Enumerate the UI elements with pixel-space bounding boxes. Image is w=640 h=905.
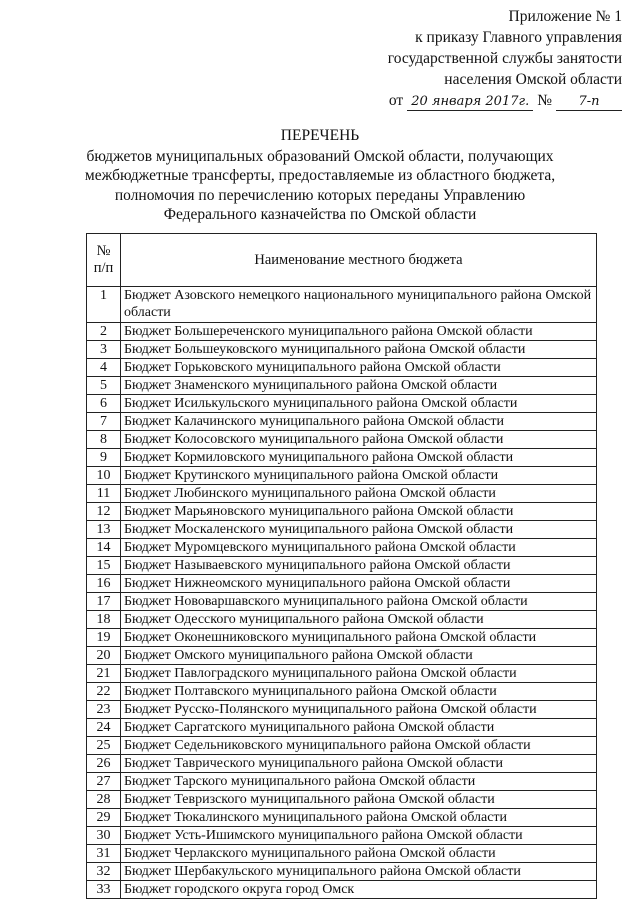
table-row — [87, 701, 597, 719]
table-row — [87, 449, 597, 467]
budget-name: Бюджет Колосовского муниципального района Омской области — [121, 431, 597, 449]
table-row — [87, 467, 597, 485]
from-label: от — [388, 92, 404, 109]
table-row — [87, 611, 597, 629]
budget-name: Бюджет Полтавского муниципального района Омской области — [121, 683, 597, 701]
row-number: 5 — [87, 377, 121, 395]
row-number: 18 — [87, 611, 121, 629]
row-number: 12 — [87, 503, 121, 521]
row-number: 22 — [87, 683, 121, 701]
heading-line-4: Федерального казначейства по Омской области — [163, 206, 477, 223]
row-number: 32 — [87, 863, 121, 881]
budget-name: Бюджет Азовского немецкого национального муниципального района Омской области — [121, 287, 597, 323]
row-number: 29 — [87, 809, 121, 827]
table-row — [87, 827, 597, 845]
table-row — [87, 647, 597, 665]
appendix-title: Приложение № 1 — [508, 8, 622, 25]
row-number: 24 — [87, 719, 121, 737]
budget-name: Бюджет городского округа город Омск — [121, 881, 597, 899]
table-row — [87, 557, 597, 575]
table-row — [87, 665, 597, 683]
table-row — [87, 341, 597, 359]
row-number: 28 — [87, 791, 121, 809]
row-number: 4 — [87, 359, 121, 377]
budget-table — [86, 233, 597, 899]
handwritten-number: 7-п — [556, 94, 622, 111]
row-number: 19 — [87, 629, 121, 647]
budget-name: Бюджет Москаленского муниципального района Омской области — [121, 521, 597, 539]
table-row — [87, 773, 597, 791]
table-row — [87, 413, 597, 431]
budget-name: Бюджет Саргатского муниципального района Омской области — [121, 719, 597, 737]
budget-name: Бюджет Большереченского муниципального района Омской области — [121, 323, 597, 341]
row-number: 33 — [87, 881, 121, 899]
budget-name: Бюджет Исилькульского муниципального района Омской области — [121, 395, 597, 413]
row-number: 27 — [87, 773, 121, 791]
table-header-row — [87, 234, 597, 287]
appendix-agency-line: государственной службы занятости — [387, 50, 622, 67]
handwritten-date: 20 января 2017г. — [407, 94, 533, 111]
table-row — [87, 431, 597, 449]
budget-name: Бюджет Калачинского муниципального района Омской области — [121, 413, 597, 431]
budget-name: Бюджет Нижнеомского муниципального района Омской области — [121, 575, 597, 593]
budget-name: Бюджет Оконешниковского муниципального района Омской области — [121, 629, 597, 647]
budget-name: Бюджет Русско-Полянского муниципального района Омской области — [121, 701, 597, 719]
budget-name: Бюджет Знаменского муниципального района Омской области — [121, 377, 597, 395]
row-number: 30 — [87, 827, 121, 845]
row-number: 6 — [87, 395, 121, 413]
row-number: 9 — [87, 449, 121, 467]
budget-name: Бюджет Любинского муниципального района Омской области — [121, 485, 597, 503]
heading-line-2: межбюджетные трансферты, предоставляемые из областного бюджета, — [84, 167, 556, 184]
table-row — [87, 395, 597, 413]
table-row — [87, 485, 597, 503]
row-number: 7 — [87, 413, 121, 431]
row-number: 11 — [87, 485, 121, 503]
document-title: ПЕРЕЧЕНЬ — [280, 127, 360, 144]
document-heading — [0, 126, 640, 225]
table-row — [87, 521, 597, 539]
budget-name: Бюджет Таврического муниципального района Омской области — [121, 755, 597, 773]
table-row — [87, 359, 597, 377]
column-header-number-line2: п/п — [93, 260, 114, 276]
table-row — [87, 755, 597, 773]
budget-name: Бюджет Нововаршавского муниципального района Омской области — [121, 593, 597, 611]
budget-name: Бюджет Горьковского муниципального района Омской области — [121, 359, 597, 377]
table-row — [87, 863, 597, 881]
column-header-number-line1: № — [96, 243, 111, 259]
budget-name: Бюджет Марьяновского муниципального района Омской области — [121, 503, 597, 521]
column-header-number — [87, 234, 121, 287]
table-row — [87, 791, 597, 809]
row-number: 2 — [87, 323, 121, 341]
table-row — [87, 719, 597, 737]
table-row — [87, 683, 597, 701]
budget-name: Бюджет Муромцевского муниципального района Омской области — [121, 539, 597, 557]
table-row — [87, 377, 597, 395]
table-row — [87, 575, 597, 593]
row-number: 23 — [87, 701, 121, 719]
budget-name: Бюджет Шербакульского муниципального района Омской области — [121, 863, 597, 881]
table-row — [87, 593, 597, 611]
row-number: 16 — [87, 575, 121, 593]
table-row — [87, 845, 597, 863]
number-label: № — [537, 92, 552, 109]
order-date-line — [389, 90, 622, 111]
budget-name: Бюджет Тарского муниципального района Омской области — [121, 773, 597, 791]
table-row — [87, 629, 597, 647]
budget-name: Бюджет Омского муниципального района Омской области — [121, 647, 597, 665]
budget-name: Бюджет Черлакского муниципального района Омской области — [121, 845, 597, 863]
appendix-order-line: к приказу Главного управления — [415, 29, 622, 46]
row-number: 10 — [87, 467, 121, 485]
budget-name: Бюджет Седельниковского муниципального района Омской области — [121, 737, 597, 755]
heading-line-3: полномочия по перечислению которых переданы Управлению — [114, 186, 526, 204]
table-row — [87, 881, 597, 899]
table-row — [87, 287, 597, 323]
row-number: 26 — [87, 755, 121, 773]
table-row — [87, 737, 597, 755]
row-number: 15 — [87, 557, 121, 575]
row-number: 8 — [87, 431, 121, 449]
table-row — [87, 539, 597, 557]
budget-name: Бюджет Тюкалинского муниципального района Омской области — [121, 809, 597, 827]
column-header-name: Наименование местного бюджета — [121, 234, 597, 287]
table-row — [87, 503, 597, 521]
budget-name: Бюджет Крутинского муниципального района Омской области — [121, 467, 597, 485]
heading-line-1: бюджетов муниципальных образований Омской области, получающих — [86, 147, 554, 165]
table-row — [87, 809, 597, 827]
budget-name: Бюджет Называевского муниципального района Омской области — [121, 557, 597, 575]
row-number: 21 — [87, 665, 121, 683]
row-number: 14 — [87, 539, 121, 557]
row-number: 1 — [87, 287, 121, 323]
budget-name: Бюджет Тевризского муниципального района Омской области — [121, 791, 597, 809]
row-number: 13 — [87, 521, 121, 539]
budget-name: Бюджет Большеуковского муниципального района Омской области — [121, 341, 597, 359]
row-number: 17 — [87, 593, 121, 611]
budget-name: Бюджет Одесского муниципального района Омской области — [121, 611, 597, 629]
budget-name: Бюджет Кормиловского муниципального района Омской области — [121, 449, 597, 467]
table-body — [87, 287, 597, 899]
row-number: 25 — [87, 737, 121, 755]
table-row — [87, 323, 597, 341]
budget-name: Бюджет Павлоградского муниципального района Омской области — [121, 665, 597, 683]
budget-name: Бюджет Усть-Ишимского муниципального района Омской области — [121, 827, 597, 845]
row-number: 20 — [87, 647, 121, 665]
row-number: 31 — [87, 845, 121, 863]
appendix-region-line: населения Омской области — [444, 71, 622, 88]
appendix-block — [388, 6, 622, 111]
row-number: 3 — [87, 341, 121, 359]
